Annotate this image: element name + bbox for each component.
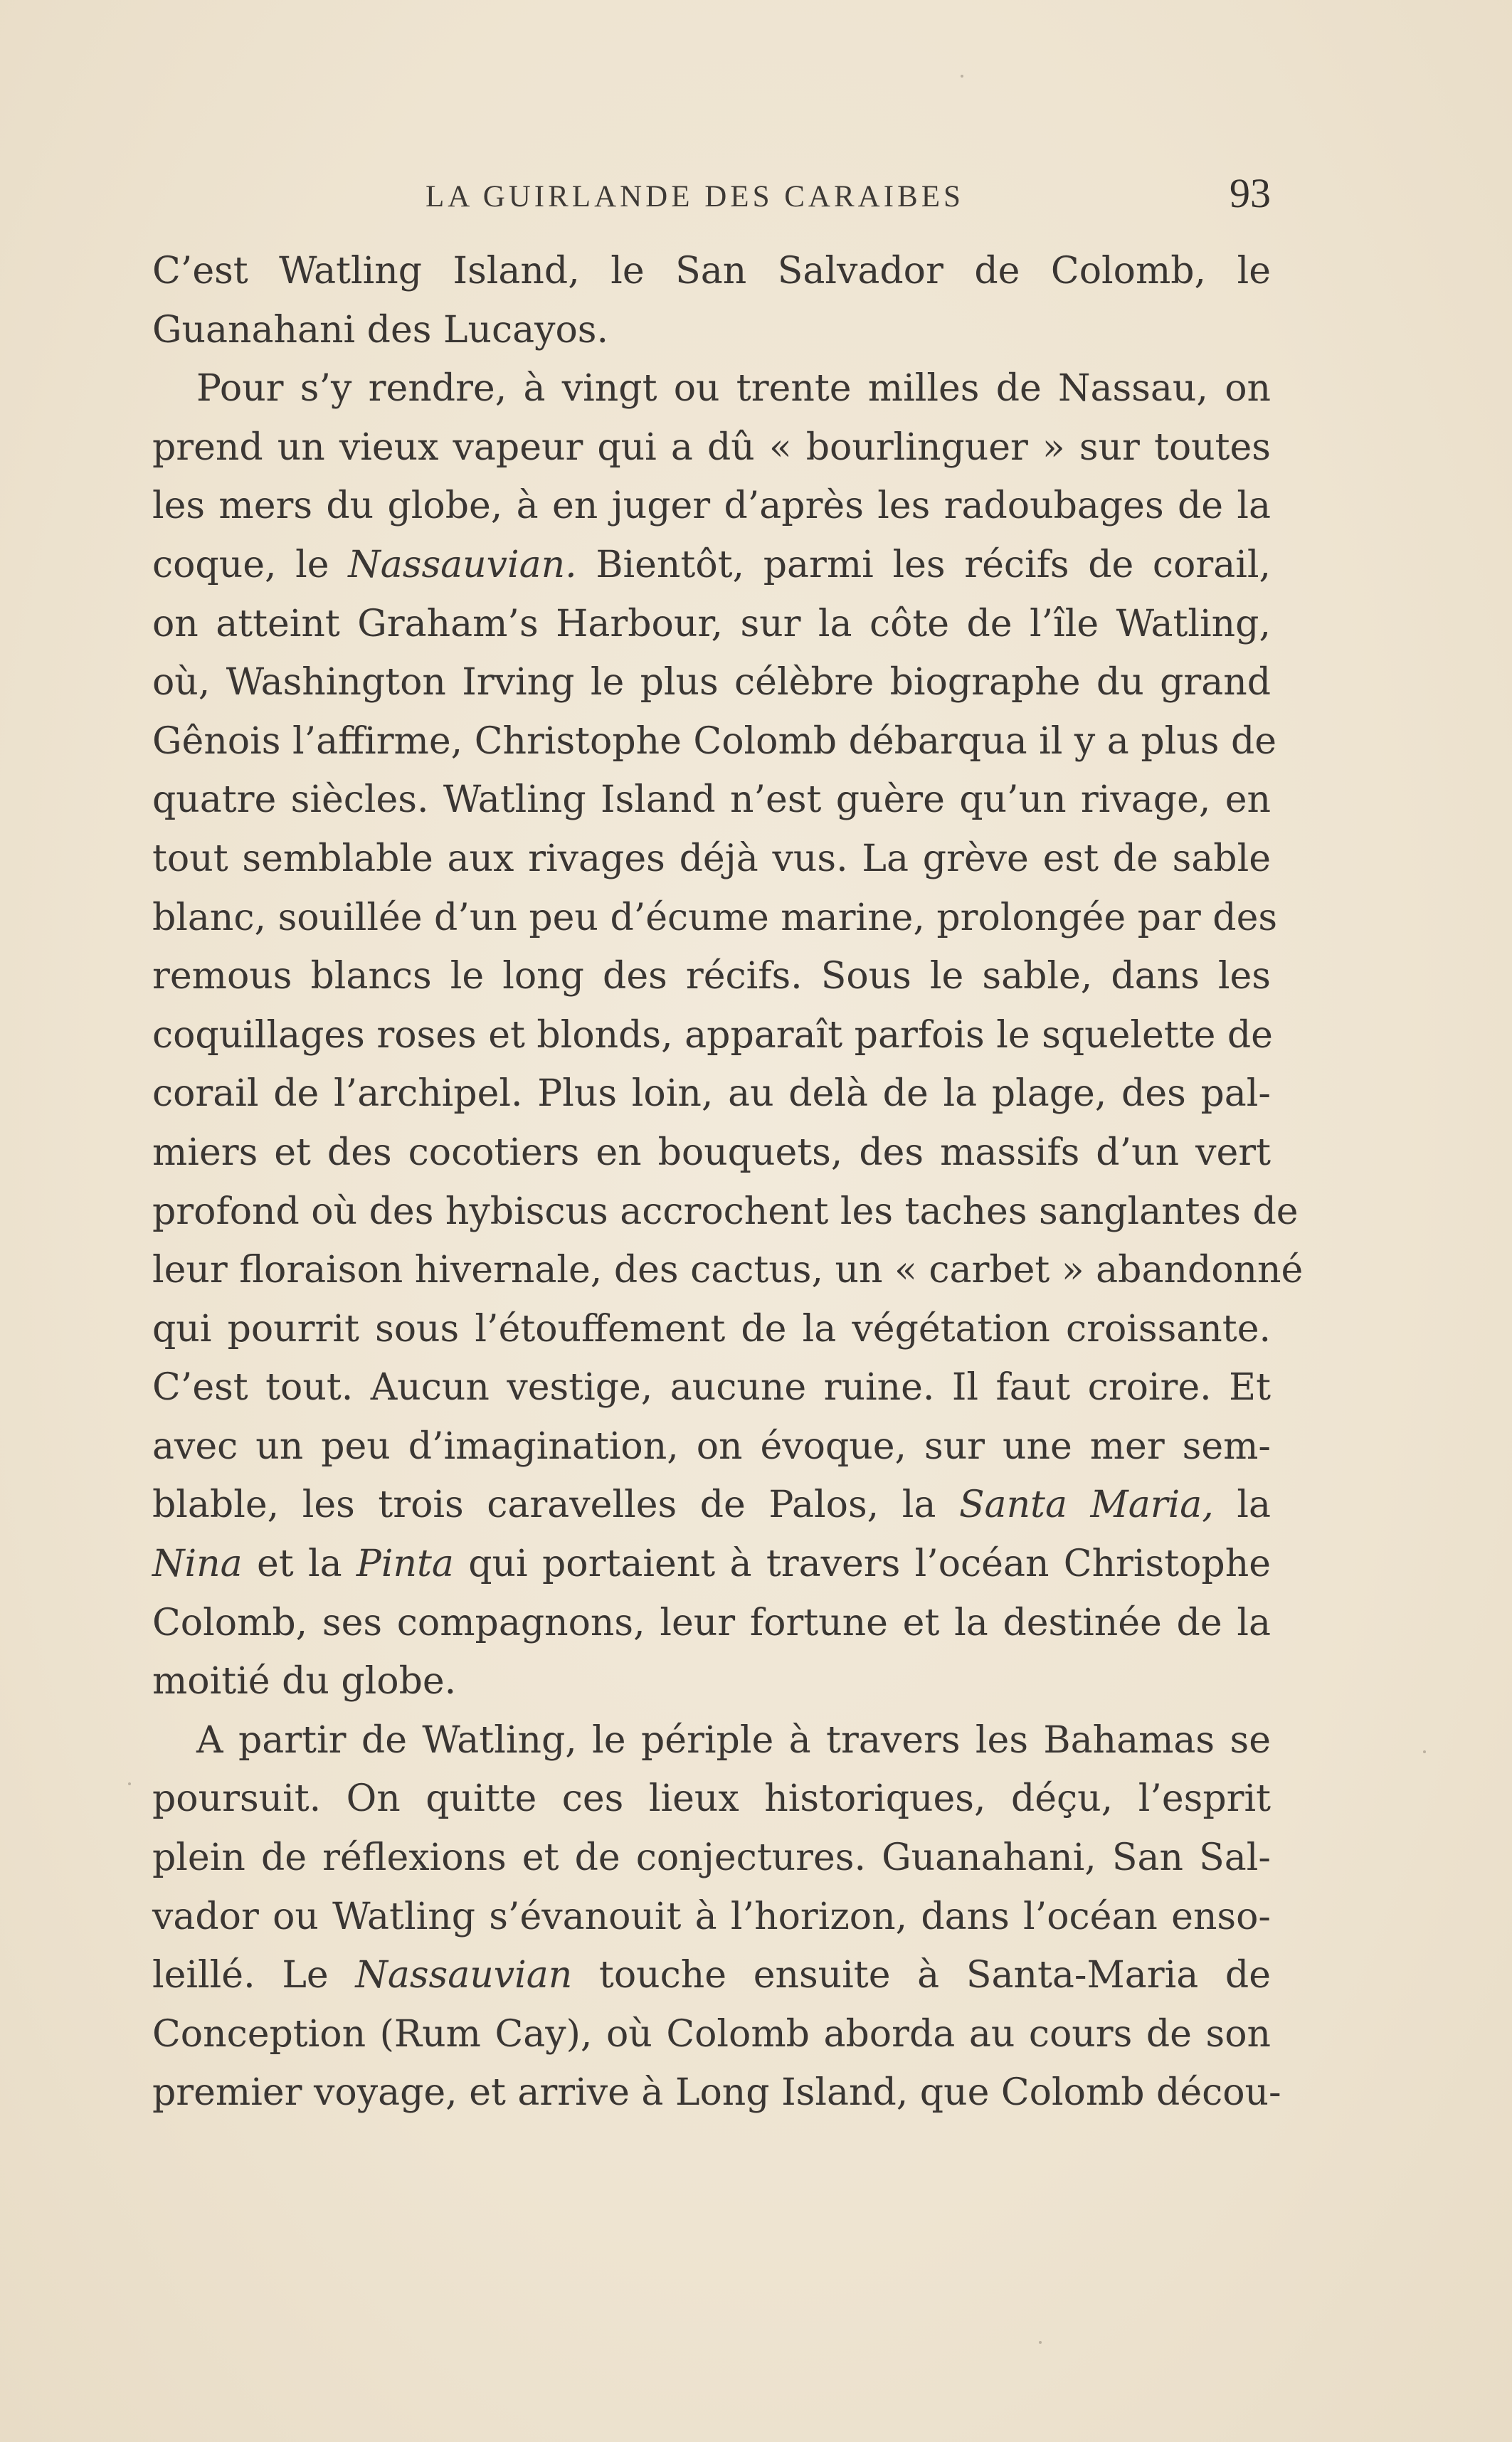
text-line [152,359,1271,418]
text-run: moitié du globe. [152,1660,457,1703]
text-run: leillé. Le [152,1954,356,1997]
text-run: on atteint Graham’s Harbour, sur la côte de l’île Watling, [152,602,1271,645]
text-line [152,1124,1271,1183]
text-run: A partir de Watling, le périple à travers les Bahamas se [196,1718,1271,1762]
text-line [152,712,1277,771]
italic-text: Nina [152,1543,243,1586]
text-line [152,2063,1281,2123]
text-run: Pour s’y rendre, à vingt ou trente milles de Nassau, on [196,367,1271,411]
text-line [152,1241,1304,1300]
text-run: plein de réflexions et de conjectures. Guanahani, San Sal- [152,1836,1271,1880]
text-run: remous blancs le long des récifs. Sous le sable, dans les [152,955,1271,998]
text-line [152,1594,1271,1653]
text-run: poursuit. On quitte ces lieux historiques, déçu, l’esprit [152,1777,1271,1821]
text-line [152,947,1271,1006]
text-run: qui pourrit sous l’étouffement de la végétation croissante. [152,1307,1271,1350]
paper-speck [128,1782,131,1785]
text-line [152,1770,1271,1829]
text-line [152,536,1271,595]
text-line [152,889,1278,948]
italic-text: Pinta [356,1543,454,1586]
text-run: blanc, souillée d’un peu d’écume marine, prolongée par des [152,896,1278,939]
text-line [152,1829,1271,1888]
italic-text: Nassauvian [355,1954,573,1997]
text-run: où, Washington Irving le plus célèbre biographe du grand [152,661,1271,704]
paper-speck [1039,2341,1042,2344]
text-line [152,1300,1271,1359]
page-number: 93 [1230,170,1271,216]
text-run: avec un peu d’imagination, on évoque, sur une mer sem- [152,1424,1271,1468]
text-line [152,1888,1271,1947]
text-run: profond où des hybiscus accrochent les taches sanglantes de [152,1190,1299,1233]
page-header [152,169,1271,226]
text-line [152,2005,1271,2064]
text-line [152,1535,1271,1594]
text-run: coque, le [152,543,349,586]
text-run: premier voyage, et arrive à Long Island, que Colomb décou- [152,2071,1281,2115]
text-run: corail de l’archipel. Plus loin, au delà de la plage, des pal- [152,1072,1271,1116]
text-run: C’est tout. Aucun vestige, aucune ruine. Il faut croire. Et [152,1366,1271,1410]
text-run: Guanahani des Lucayos. [152,308,608,352]
text-line [152,1711,1271,1770]
paper-speck [961,75,963,78]
text-run: quatre siècles. Watling Island n’est guère qu’un rivage, en [152,778,1271,822]
text-line [152,771,1271,830]
text-run: qui portaient à travers l’océan Christophe [453,1543,1271,1586]
text-line [152,418,1271,477]
text-run: vador ou Watling s’évanouit à l’horizon, dans l’océan enso- [152,1895,1271,1938]
body-text [152,242,1304,2123]
running-title: LA GUIRLANDE DES CARAIBES [425,180,964,213]
text-run: la [1213,1484,1271,1527]
text-line [152,1946,1271,2005]
text-line [152,477,1271,536]
paper-speck [1423,1750,1426,1753]
text-run: miers et des cocotiers en bouquets, des massifs d’un vert [152,1131,1271,1174]
text-run: leur floraison hivernale, des cactus, un « carbet » abandonné [152,1249,1304,1292]
text-run: coquillages roses et blonds, apparaît parfois le squelette de [152,1013,1273,1057]
text-line [152,1476,1271,1535]
text-line [152,653,1271,712]
text-line [152,1417,1271,1476]
text-line [152,1652,1271,1711]
text-run: Bientôt, parmi les récifs de corail, [576,543,1271,586]
text-run: blable, les trois caravelles de Palos, la [152,1484,959,1527]
text-run: touche ensuite à Santa-Maria de [572,1954,1271,1997]
text-run: tout semblable aux rivages déjà vus. La grève est de sable [152,837,1271,880]
text-run: Colomb, ses compagnons, leur fortune et la destinée de la [152,1601,1271,1644]
italic-text: Santa Maria, [958,1484,1214,1527]
text-line [152,1183,1299,1242]
text-line [152,1358,1271,1417]
text-run: Gênois l’affirme, Christophe Colomb débarqua il y a plus de [152,719,1277,763]
text-run: et la [242,1543,356,1586]
text-line [152,1064,1271,1124]
text-line [152,301,1271,360]
italic-text: Nassauvian. [348,543,577,586]
text-line [152,830,1271,889]
text-line [152,595,1271,654]
text-line [152,242,1271,301]
text-run: C’est Watling Island, le San Salvador de Colomb, le [152,250,1271,292]
text-run: prend un vieux vapeur qui a dû « bourlinguer » sur toutes [152,426,1271,469]
text-run: les mers du globe, à en juger d’après les radoubages de la [152,485,1271,528]
text-line [152,1006,1271,1065]
text-run: Conception (Rum Cay), où Colomb aborda au cours de son [152,2012,1271,2056]
